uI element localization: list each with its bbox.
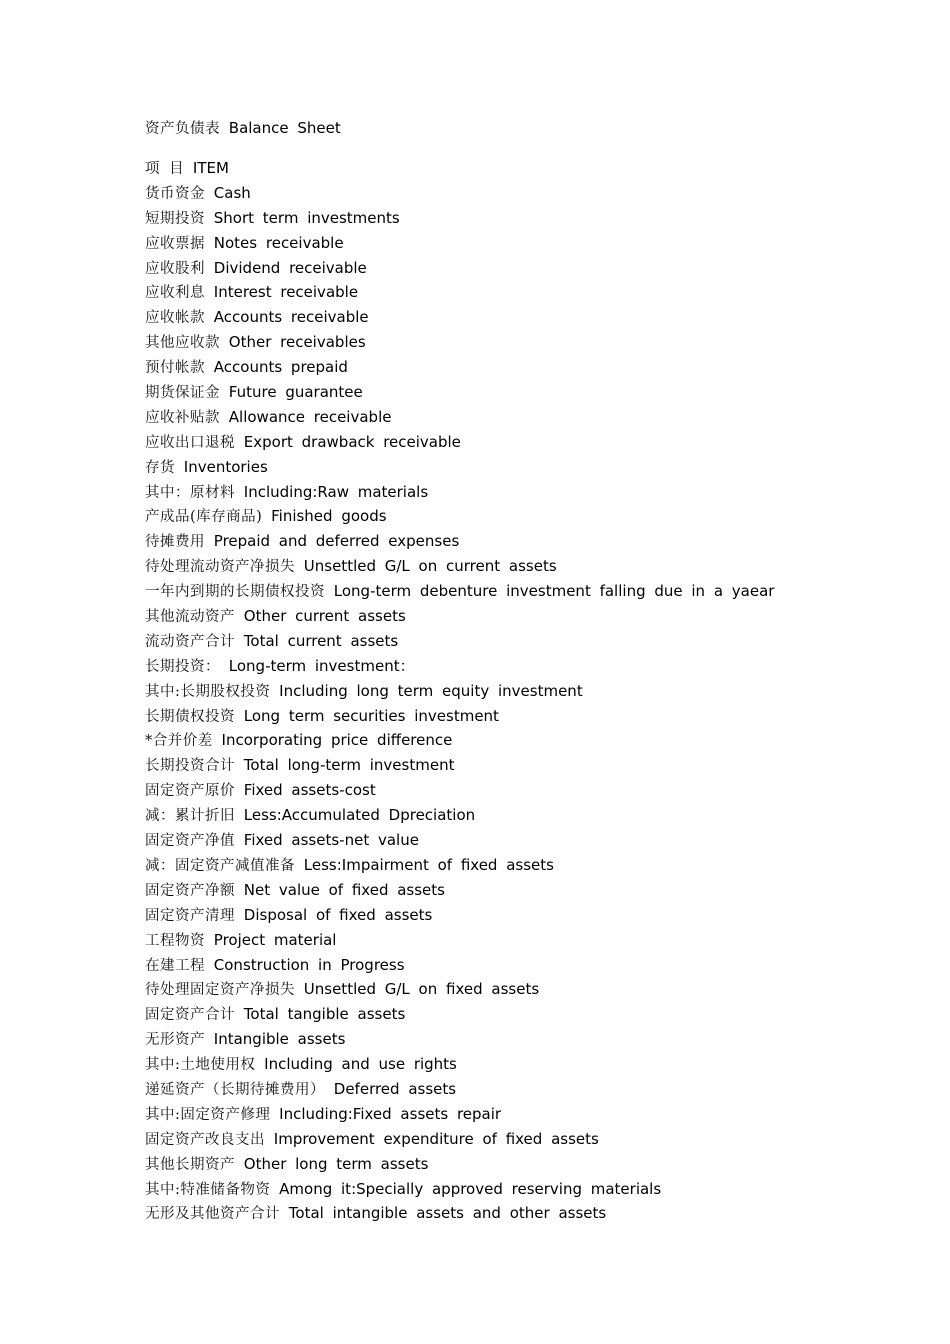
term-zh: 固定资产改良支出	[145, 1131, 265, 1148]
term-en: Intangible assets	[213, 1030, 346, 1049]
term-en: Including long term equity investment	[279, 681, 583, 700]
term-row	[145, 928, 905, 953]
term-row	[145, 305, 905, 330]
term-en: Project material	[213, 930, 337, 949]
term-list	[145, 156, 905, 1226]
term-row	[145, 355, 905, 380]
term-zh: 应收利息	[145, 285, 205, 302]
term-en: Inventories	[183, 457, 268, 476]
term-zh: 待摊费用	[145, 534, 205, 551]
term-zh: 待处理流动资产净损失	[145, 559, 295, 576]
term-en: Future guarantee	[228, 383, 363, 402]
term-en: Net value of fixed assets	[243, 880, 445, 899]
term-row	[145, 728, 905, 753]
term-row	[145, 231, 905, 256]
term-zh: 无形资产	[145, 1032, 205, 1049]
term-en: Total intangible assets and other assets	[288, 1204, 607, 1223]
term-en: Unsettled G/L on current assets	[303, 557, 557, 576]
term-zh: 货币资金	[145, 185, 205, 202]
term-row	[145, 679, 905, 704]
term-zh: *合并价差	[145, 733, 213, 750]
term-zh: 其他长期资产	[145, 1156, 235, 1173]
term-zh: 固定资产清理	[145, 907, 235, 924]
term-row	[145, 803, 905, 828]
term-zh: 长期投资合计	[145, 758, 235, 775]
term-zh: 产成品(库存商品)	[145, 509, 263, 526]
term-en: Fixed assets-net value	[243, 831, 419, 850]
term-en: ITEM	[192, 159, 229, 177]
term-row	[145, 828, 905, 853]
term-en: Among it:Specially approved reserving materials	[279, 1179, 662, 1198]
term-en: Including and use rights	[264, 1055, 457, 1074]
term-row	[145, 1002, 905, 1027]
term-row	[145, 405, 905, 430]
term-row	[145, 181, 905, 206]
term-zh: 期货保证金	[145, 385, 220, 402]
term-zh: 应收票据	[145, 235, 205, 252]
term-en: Prepaid and deferred expenses	[213, 532, 460, 551]
term-row	[145, 853, 905, 878]
term-en: Accounts receivable	[213, 308, 369, 327]
term-row	[145, 953, 905, 978]
term-row	[145, 280, 905, 305]
term-en: Improvement expenditure of fixed assets	[273, 1129, 599, 1148]
term-row	[145, 1177, 905, 1202]
title-zh: 资产负债表	[145, 121, 220, 137]
term-row	[145, 1102, 905, 1127]
term-zh: 其中:土地使用权	[145, 1057, 256, 1074]
term-zh: 其中:固定资产修理	[145, 1106, 271, 1123]
term-row	[145, 629, 905, 654]
term-en: Cash	[213, 183, 251, 202]
term-row	[145, 1152, 905, 1177]
term-row	[145, 330, 905, 355]
term-en: Allowance receivable	[228, 407, 392, 426]
term-row	[145, 504, 905, 529]
term-row	[145, 455, 905, 480]
term-zh: 一年内到期的长期债权投资	[145, 584, 325, 601]
term-en: Total long-term investment	[243, 756, 455, 775]
term-row	[145, 480, 905, 505]
term-row	[145, 554, 905, 579]
term-en: Long-term investment：	[228, 656, 415, 675]
term-row	[145, 1201, 905, 1226]
term-en: Other long term assets	[243, 1154, 429, 1173]
term-row	[145, 430, 905, 455]
term-en: Total current assets	[243, 631, 399, 650]
term-en: Total tangible assets	[243, 1005, 406, 1024]
term-zh: 工程物资	[145, 932, 205, 949]
term-row	[145, 256, 905, 281]
term-zh: 流动资产合计	[145, 633, 235, 650]
term-en: Notes receivable	[213, 233, 344, 252]
term-en: Short term investments	[213, 208, 400, 227]
term-zh: 固定资产原价	[145, 783, 235, 800]
term-zh: 应收股利	[145, 260, 205, 277]
term-row	[145, 903, 905, 928]
term-row	[145, 704, 905, 729]
term-en: Long-term debenture investment falling due in a yaear	[333, 582, 775, 601]
term-row	[145, 604, 905, 629]
term-zh: 待处理固定资产净损失	[145, 982, 295, 999]
term-row	[145, 778, 905, 803]
term-zh: 长期投资：	[145, 658, 220, 675]
term-zh: 固定资产净值	[145, 833, 235, 850]
term-zh: 短期投资	[145, 210, 205, 227]
term-zh: 在建工程	[145, 957, 205, 974]
term-en: Interest receivable	[213, 283, 359, 302]
term-row	[145, 380, 905, 405]
term-zh: 其中：原材料	[145, 484, 235, 501]
term-row	[145, 579, 905, 604]
term-row	[145, 977, 905, 1002]
term-zh: 其中:长期股权投资	[145, 683, 271, 700]
term-en: Export drawback receivable	[243, 432, 461, 451]
term-en: Construction in Progress	[213, 955, 405, 974]
term-zh: 项 目	[145, 161, 185, 177]
term-zh: 固定资产净额	[145, 882, 235, 899]
term-en: Including:Raw materials	[243, 482, 429, 501]
term-row	[145, 1027, 905, 1052]
term-zh: 其他流动资产	[145, 609, 235, 626]
term-en: Long term securities investment	[243, 706, 499, 725]
term-en: Dividend receivable	[213, 258, 367, 277]
term-row	[145, 1052, 905, 1077]
term-zh: 其他应收款	[145, 335, 220, 352]
term-en: Finished goods	[271, 507, 387, 526]
term-zh: 减：累计折旧	[145, 808, 235, 825]
term-en: Less:Accumulated Dpreciation	[243, 806, 476, 825]
term-en: Including:Fixed assets repair	[279, 1104, 502, 1123]
term-row	[145, 753, 905, 778]
term-zh: 减：固定资产减值准备	[145, 857, 295, 874]
term-en: Other current assets	[243, 607, 406, 626]
term-zh: 存货	[145, 459, 175, 476]
term-zh: 长期债权投资	[145, 708, 235, 725]
term-row	[145, 529, 905, 554]
term-en: Less:Impairment of fixed assets	[303, 855, 554, 874]
term-zh: 无形及其他资产合计	[145, 1206, 280, 1223]
document-page	[145, 116, 905, 1226]
term-row	[145, 654, 905, 679]
term-row	[145, 206, 905, 231]
term-en: Accounts prepaid	[213, 358, 348, 377]
term-row	[145, 878, 905, 903]
term-en: Other receivables	[228, 333, 366, 352]
document-title	[145, 116, 905, 140]
term-zh: 预付帐款	[145, 360, 205, 377]
term-en: Deferred assets	[333, 1079, 457, 1098]
term-en: Fixed assets-cost	[243, 781, 376, 800]
term-row	[145, 1127, 905, 1152]
term-zh: 递延资产（长期待摊费用）	[145, 1081, 325, 1098]
term-en: Incorporating price difference	[221, 731, 453, 750]
term-zh: 应收帐款	[145, 310, 205, 327]
term-zh: 固定资产合计	[145, 1007, 235, 1024]
term-zh: 应收出口退税	[145, 434, 235, 451]
term-row	[145, 156, 905, 181]
term-en: Unsettled G/L on fixed assets	[303, 980, 540, 999]
term-zh: 其中:特准储备物资	[145, 1181, 271, 1198]
title-en: Balance Sheet	[228, 119, 341, 137]
term-row	[145, 1077, 905, 1102]
term-en: Disposal of fixed assets	[243, 905, 433, 924]
term-zh: 应收补贴款	[145, 409, 220, 426]
